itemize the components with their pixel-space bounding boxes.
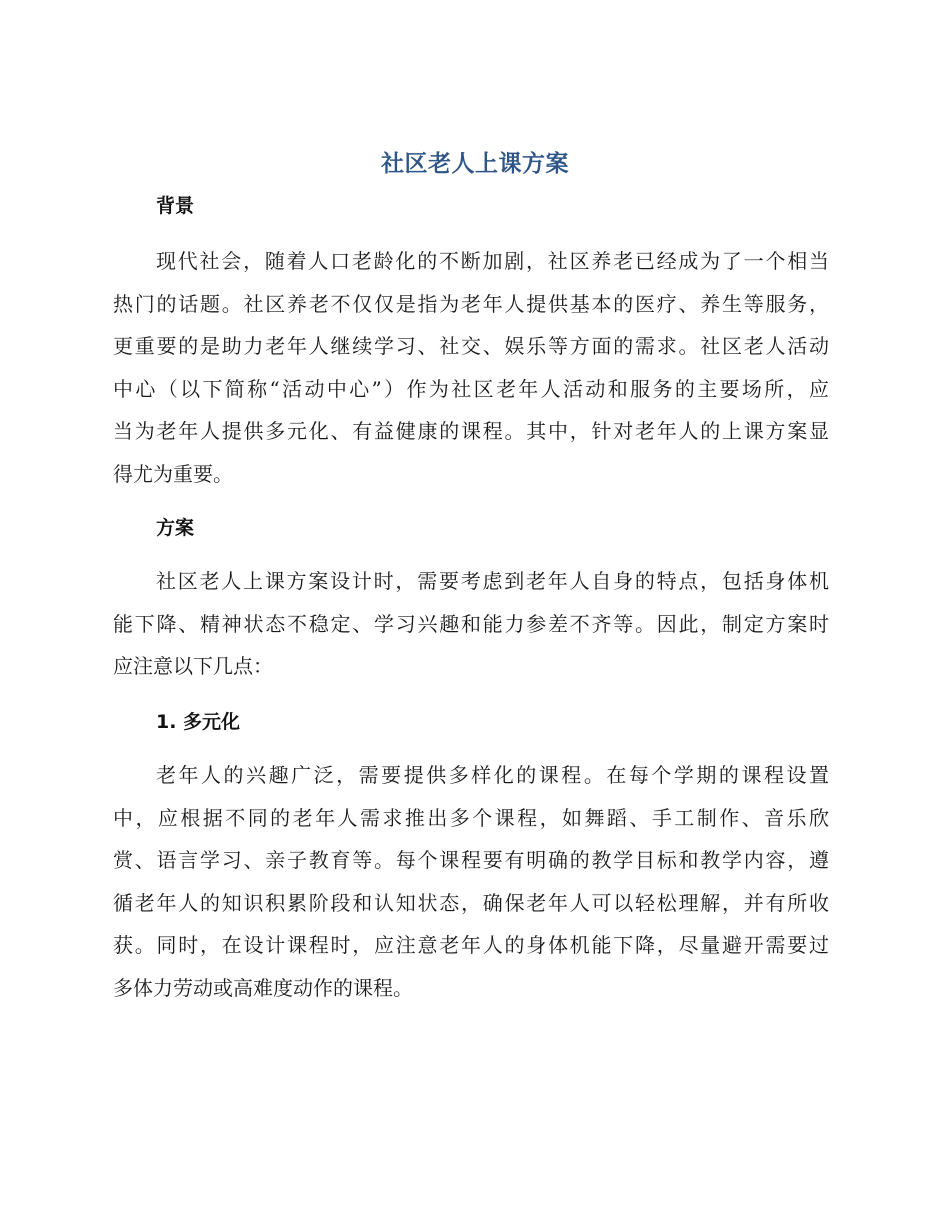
section-paragraph-plan <box>113 560 829 688</box>
paragraph-line: 更重要的是助力老年人继续学习、社交、娱乐等方面的需求。社区老人活动 <box>113 334 829 358</box>
paragraph-line: 中，应根据不同的老年人需求推出多个课程，如舞蹈、手工制作、音乐欣 <box>113 805 829 830</box>
paragraph-line: 多体力劳动或高难度动作的课程。 <box>113 975 413 1000</box>
paragraph-line: 热门的话题。社区养老不仅仅是指为老年人提供基本的医疗、养生等服务， <box>113 291 829 316</box>
paragraph-line: 社区老人上课方案设计时，需要考虑到老年人自身的特点，包括身体机 <box>156 569 829 593</box>
paragraph-line: 应注意以下几点： <box>113 654 273 678</box>
section-paragraph-background <box>113 240 829 495</box>
section-heading-background: 背景 <box>156 195 195 217</box>
paragraph-line: 老年人的兴趣广泛，需要提供多样化的课程。在每个学期的课程设置 <box>156 763 829 787</box>
section-heading-diversification: 1. 多元化 <box>156 711 241 733</box>
paragraph-line: 现代社会，随着人口老龄化的不断加剧，社区养老已经成为了一个相当 <box>156 249 829 273</box>
paragraph-line: 循老年人的知识积累阶段和认知状态，确保老年人可以轻松理解，并有所收 <box>113 890 829 915</box>
section-heading-plan: 方案 <box>156 517 195 539</box>
paragraph-line: 能下降、精神状态不稳定、学习兴趣和能力参差不齐等。因此，制定方案时 <box>113 611 829 636</box>
paragraph-line: 中心（以下简称“活动中心”）作为社区老年人活动和服务的主要场所，应 <box>113 376 829 401</box>
paragraph-line: 当为老年人提供多元化、有益健康的课程。其中，针对老年人的上课方案显 <box>113 419 829 443</box>
paragraph-line: 得尤为重要。 <box>113 461 233 486</box>
document-title: 社区老人上课方案 <box>381 151 569 177</box>
section-paragraph-diversification <box>113 754 829 1009</box>
paragraph-line: 赏、语言学习、亲子教育等。每个课程要有明确的教学目标和教学内容，遵 <box>113 848 829 872</box>
paragraph-line: 获。同时，在设计课程时，应注意老年人的身体机能下降，尽量避开需要过 <box>113 933 829 957</box>
